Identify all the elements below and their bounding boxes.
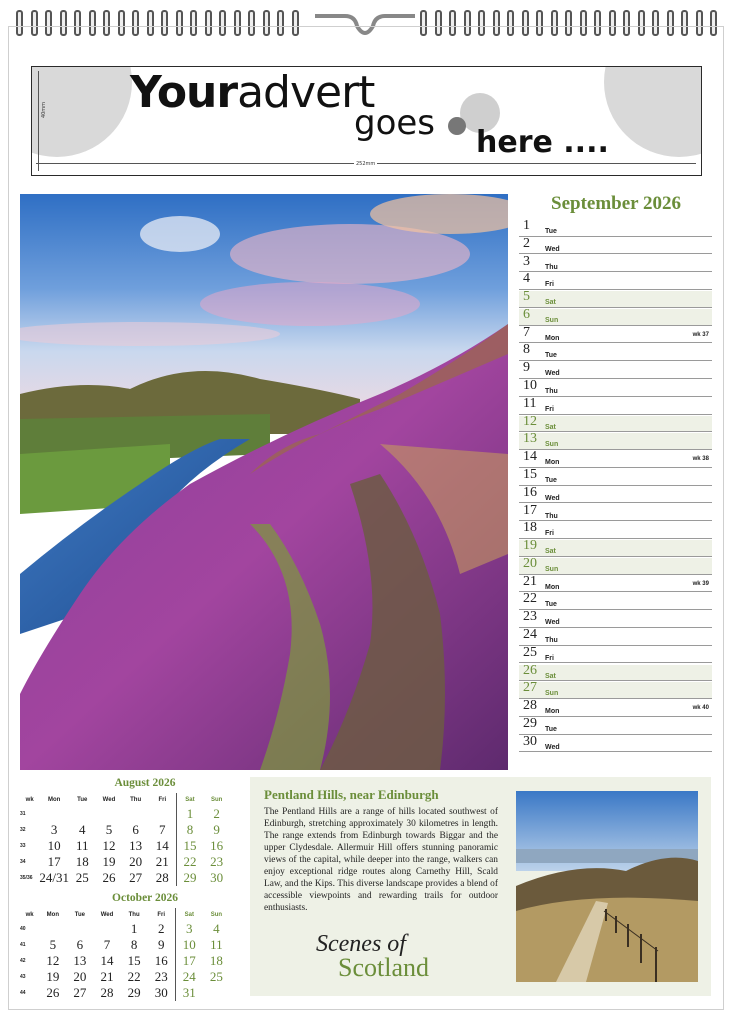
day-name: Thu (545, 388, 558, 396)
mini-day-cell: 10 (182, 937, 196, 952)
mini-day-cell: 19 (102, 854, 116, 869)
mini-day-cell: 16 (210, 838, 224, 853)
day-row (519, 395, 712, 415)
mini-month-grid (20, 908, 230, 1001)
week-number: wk 39 (692, 580, 709, 587)
mini-day-cell: 5 (49, 937, 57, 952)
mini-day-cell: 22 (183, 854, 197, 869)
day-number: 14 (523, 449, 537, 465)
mini-header-cell: Thu (128, 911, 140, 918)
day-number: 11 (523, 395, 537, 411)
day-name: Mon (545, 583, 560, 591)
mini-week-number: 40 (20, 926, 26, 932)
day-row (519, 324, 712, 344)
mini-day-cell: 27 (73, 985, 87, 1000)
decor-ball-small (448, 117, 466, 135)
day-number: 18 (523, 520, 537, 536)
main-landscape-photo (20, 194, 508, 770)
day-name: Fri (545, 530, 554, 538)
mini-day-cell: 20 (73, 969, 87, 984)
mini-week-row (20, 854, 230, 870)
mini-week-number: 34 (20, 859, 26, 865)
day-row (519, 715, 712, 735)
mini-day-cell: 15 (127, 953, 141, 968)
day-number: 1 (523, 218, 530, 233)
ridge-path-photo (516, 791, 698, 982)
day-name: Fri (545, 405, 554, 413)
day-number: 22 (523, 591, 537, 607)
day-number: 10 (523, 378, 537, 394)
mini-day-cell: 21 (149, 854, 176, 870)
advert-box (31, 66, 702, 176)
mini-calendar-october (20, 892, 230, 1001)
day-name: Sun (545, 565, 559, 573)
mini-week-number: 32 (20, 827, 26, 833)
mini-day-cell: 23 (210, 854, 224, 869)
mini-month-title: October 2026 (112, 892, 178, 904)
mini-week-number: 43 (20, 974, 26, 980)
mini-header-row (20, 793, 230, 806)
day-name: Sat (545, 548, 556, 556)
mini-day-cell: 25 (75, 870, 89, 885)
mini-day-cell: 26 (46, 985, 60, 1000)
mini-calendar-august (20, 777, 230, 886)
day-name: Wed (545, 619, 560, 627)
day-row (519, 611, 712, 628)
mini-day-cell (66, 921, 93, 937)
mini-day-cell (93, 921, 120, 937)
day-row (519, 626, 712, 646)
mini-day-cell: 25 (209, 969, 223, 984)
mini-day-cell: 8 (130, 937, 138, 952)
day-row (519, 220, 712, 237)
day-row (519, 484, 712, 504)
mini-week-row (20, 969, 230, 985)
day-name: Tue (545, 476, 557, 484)
mini-day-cell (96, 806, 123, 822)
mini-day-cell: 12 (46, 953, 60, 968)
mini-day-cell: 13 (73, 953, 87, 968)
mini-week-number: 31 (20, 811, 26, 817)
mini-week-row (20, 953, 230, 969)
mini-day-cell: 7 (149, 822, 176, 838)
mini-day-cell: 29 (127, 985, 141, 1000)
mini-day-cell: 17 (47, 854, 61, 869)
day-row (519, 433, 712, 450)
mini-day-cell: 23 (148, 969, 176, 985)
day-row (519, 466, 712, 486)
day-name: Tue (545, 601, 557, 609)
day-row (519, 555, 712, 575)
mini-day-cell: 17 (182, 953, 196, 968)
mini-week-number: 42 (20, 958, 26, 964)
mini-week-row (20, 937, 230, 953)
mini-day-cell: 30 (210, 870, 224, 885)
mini-day-cell (39, 806, 69, 822)
mini-header-row (20, 908, 230, 921)
day-number: 29 (523, 715, 537, 731)
day-row (519, 644, 712, 664)
day-name: Thu (545, 636, 558, 644)
day-row (519, 380, 712, 397)
brand-scotland: Scotland (338, 953, 429, 982)
dimension-label-width: 252mm (356, 161, 376, 167)
day-number: 20 (523, 555, 537, 571)
day-number: 28 (523, 698, 537, 714)
mini-header-cell: Sun (210, 796, 223, 803)
day-row (519, 451, 712, 468)
day-number: 23 (523, 609, 537, 625)
day-row (519, 273, 712, 290)
day-row (519, 593, 712, 610)
mini-day-cell: 3 (186, 921, 193, 936)
mini-day-cell: 14 (100, 953, 114, 968)
dimension-line-vertical (38, 71, 41, 171)
mini-header-cell: Wed (100, 911, 114, 918)
day-name: Sat (545, 299, 556, 307)
mini-header-cell: wk (25, 796, 34, 803)
week-number: wk 37 (692, 331, 709, 338)
mini-week-row (20, 806, 230, 822)
mini-day-cell: 18 (209, 953, 223, 968)
mini-header-cell: Mon (46, 911, 59, 918)
mini-day-cell: 4 (213, 921, 220, 936)
mini-day-cell (122, 806, 149, 822)
mini-day-cell: 28 (100, 985, 114, 1000)
mini-day-cell: 6 (76, 937, 84, 952)
day-name: Sat (545, 672, 556, 680)
mini-header-cell: Sat (184, 911, 194, 918)
mini-day-cell: 14 (149, 838, 176, 854)
mini-day-cell (69, 806, 96, 822)
day-number: 30 (523, 733, 537, 749)
day-name: Mon (545, 708, 560, 716)
advert-line-2: goes (354, 103, 436, 143)
day-row (519, 733, 712, 753)
mini-day-cell: 28 (149, 870, 176, 886)
mini-header-cell: Mon (47, 796, 61, 803)
day-name: Wed (545, 245, 560, 253)
day-row (519, 700, 712, 717)
mini-day-cell: 9 (148, 937, 176, 953)
day-number: 16 (523, 484, 537, 500)
day-number: 5 (523, 289, 530, 305)
mini-day-cell (203, 985, 230, 1001)
day-name: Tue (545, 352, 557, 360)
mini-header-cell: Sun (210, 911, 223, 918)
day-name: Tue (545, 725, 557, 733)
day-row (519, 573, 712, 593)
day-number: 8 (523, 342, 530, 358)
mini-day-cell: 9 (213, 822, 220, 837)
mini-day-cell: 8 (186, 822, 194, 837)
mini-day-cell (39, 921, 66, 937)
mini-week-number: 44 (20, 990, 26, 996)
day-number: 17 (523, 502, 537, 518)
mini-day-cell: 6 (132, 822, 139, 837)
mini-day-cell: 21 (100, 969, 114, 984)
mini-day-cell (149, 806, 176, 822)
mini-day-cell: 1 (130, 921, 138, 936)
day-name: Mon (545, 334, 560, 342)
day-name: Sun (545, 690, 559, 698)
day-number: 2 (523, 235, 530, 251)
day-number: 24 (523, 626, 537, 642)
mini-day-cell: 19 (46, 969, 60, 984)
mini-header-cell: Sat (185, 796, 195, 803)
week-number: wk 40 (692, 705, 709, 712)
mini-day-cell: 7 (103, 937, 111, 952)
mini-day-cell: 1 (186, 806, 194, 821)
day-number: 12 (523, 413, 537, 429)
day-row (519, 682, 712, 699)
mini-header-cell: Thu (130, 796, 142, 803)
mini-week-row (20, 822, 230, 838)
day-number: 26 (523, 662, 537, 678)
day-name: Tue (545, 228, 557, 235)
mini-day-cell: 15 (183, 838, 197, 853)
day-row (519, 306, 712, 326)
advert-line-1: Youradvert (130, 67, 375, 118)
info-panel (250, 777, 711, 996)
mini-day-cell: 24/31 (39, 870, 69, 885)
mini-day-cell: 13 (129, 838, 143, 853)
mini-day-cell: 27 (129, 870, 143, 885)
mini-day-cell: 10 (47, 838, 61, 853)
day-row (519, 291, 712, 308)
advert-line-3: here .... (476, 125, 609, 160)
month-title: September 2026 (551, 193, 681, 214)
day-name: Sat (545, 423, 556, 431)
mini-day-cell: 29 (183, 870, 197, 885)
mini-day-cell: 2 (213, 806, 220, 821)
mini-day-cell: 20 (129, 854, 143, 869)
mini-day-cell: 18 (75, 854, 89, 869)
mini-header-cell: Tue (77, 796, 88, 803)
mini-day-cell: 16 (148, 953, 176, 969)
mini-header-cell: wk (25, 911, 34, 918)
day-number: 7 (523, 324, 530, 340)
day-name: Thu (545, 263, 558, 271)
mini-day-cell: 4 (79, 822, 86, 837)
decor-circle-right (604, 66, 702, 157)
mini-header-cell: Fri (148, 908, 176, 921)
day-number: 13 (523, 431, 537, 447)
day-name: Sun (545, 316, 559, 324)
mini-day-cell: 11 (76, 838, 89, 853)
mini-week-row (20, 921, 230, 937)
mini-day-cell: 5 (105, 822, 113, 837)
day-name: Thu (545, 512, 558, 520)
day-number: 25 (523, 644, 537, 660)
day-row (519, 253, 712, 273)
brand-scenes-of: Scenes of (316, 931, 406, 957)
mini-week-row (20, 870, 230, 886)
mini-day-cell: 12 (102, 838, 116, 853)
mini-month-grid (20, 793, 230, 886)
mini-week-row (20, 838, 230, 854)
mini-day-cell: 24 (182, 969, 196, 984)
day-row (519, 413, 712, 433)
mini-day-cell: 26 (102, 870, 116, 885)
day-number: 6 (523, 306, 530, 322)
day-row (519, 344, 712, 361)
day-number: 4 (523, 271, 530, 287)
mini-month-title: August 2026 (114, 777, 176, 789)
mini-day-cell: 3 (50, 822, 58, 837)
mini-week-number: 41 (20, 942, 26, 948)
day-number: 15 (523, 466, 537, 482)
mini-day-cell: 30 (148, 985, 176, 1001)
day-row (519, 502, 712, 522)
mini-day-cell: 31 (182, 985, 196, 1000)
day-name: Fri (545, 654, 554, 662)
day-name: Fri (545, 281, 554, 289)
mini-week-row (20, 985, 230, 1001)
dimension-label-height: 40mm (41, 101, 48, 119)
mini-header-cell: Fri (149, 793, 176, 806)
day-number: 27 (523, 680, 537, 696)
mini-week-number: 35/36 (20, 875, 33, 881)
day-list (519, 220, 712, 753)
location-title: Pentland Hills, near Edinburgh (264, 787, 439, 802)
location-description: The Pentland Hills are a range of hills located southwest of Edinburgh, stretching approximately 30 kilometres in length. The range extends from Edinburgh towards Biggar and the upper Clydesdale. Allermuir Hill offers stunning panoramic views of the capital, while deeper into the range, walkers can enjoy exceptional ridge routes along Carnethy Hill, Scald Law, and the Kips. This diverse landscape provides a blend of accessible viewpoints and rewarding trails for outdoor enthusiasts. (264, 807, 498, 913)
day-name: Wed (545, 370, 560, 378)
week-number: wk 38 (692, 456, 709, 463)
mini-header-cell: Tue (74, 911, 86, 918)
day-row (519, 540, 712, 557)
mini-day-cell: 2 (148, 921, 176, 937)
mini-header-cell: Wed (102, 796, 116, 803)
day-row (519, 522, 712, 539)
day-row (519, 235, 712, 255)
day-number: 9 (523, 360, 530, 376)
day-name: Sun (545, 441, 559, 449)
day-name: Wed (545, 494, 560, 502)
day-number: 19 (523, 538, 537, 554)
day-row (519, 362, 712, 379)
mini-week-number: 33 (20, 843, 26, 849)
day-name: Wed (545, 743, 560, 751)
mini-day-cell: 11 (210, 937, 223, 952)
day-number: 3 (523, 253, 530, 269)
day-name: Mon (545, 459, 560, 467)
day-number: 21 (523, 573, 537, 589)
mini-day-cell: 22 (127, 969, 141, 984)
day-row (519, 662, 712, 682)
